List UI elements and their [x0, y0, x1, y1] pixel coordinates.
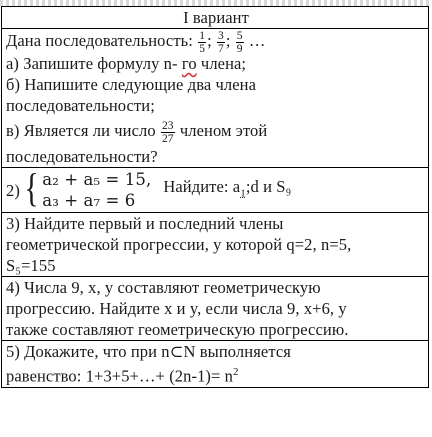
task-1-part-c-line2: последовательности?	[6, 147, 158, 166]
equations	[42, 169, 151, 211]
separator: ;	[207, 31, 212, 50]
task-1-part-b-line2: последовательности;	[6, 96, 155, 115]
task-1-part-a	[6, 53, 426, 74]
task-1-cell	[2, 29, 429, 168]
task-1-row	[2, 29, 429, 168]
fraction-1: $\frac{1}{5}$	[199, 29, 206, 55]
ellipsis: …	[248, 31, 266, 50]
header-row	[2, 7, 429, 29]
find-text: Найдите: $a_1;d$ и S₉	[163, 176, 292, 200]
fraction-3: $\frac{5}{9}$	[236, 29, 243, 55]
task-4-line3: также составляют геометрическую прогрессию.	[6, 320, 349, 339]
task-5-cell	[2, 341, 429, 388]
part-a-suffix: члена;	[200, 54, 247, 73]
task-4-row	[2, 277, 429, 341]
fraction-2: $\frac{3}{7}$	[217, 29, 224, 55]
brace-icon: {	[24, 165, 39, 210]
fraction-23-27: $\frac{23}{27}$	[161, 119, 174, 145]
task-3-cell	[2, 213, 429, 277]
task-2-row	[2, 168, 429, 213]
task-4-line2: прогрессию. Найдите x и y, если числа 9, x+6, y	[6, 299, 347, 318]
task-5-line1: 5) Докажите, что при n⊂N выполняется	[6, 342, 291, 361]
task-1-part-b-line1: б) Напишите следующие два члена	[6, 75, 257, 94]
equation-2: a₃ + a₇ = 6	[42, 191, 136, 210]
variant-title: I вариант	[2, 7, 429, 29]
task-3-line1: 3) Найдите первый и последний члены	[6, 214, 284, 233]
exponent: 2	[233, 366, 239, 378]
task-4-cell	[2, 277, 429, 341]
task-2-cell	[2, 165, 429, 213]
system-of-equations	[6, 165, 426, 212]
task-3-line3: S₅=155	[6, 256, 56, 275]
separator: ;	[225, 31, 231, 50]
part-a-text: а) Запишите формулу n-	[6, 54, 178, 73]
task-3-row	[2, 213, 429, 277]
task-1-part-c	[6, 116, 426, 146]
task-5-line2	[6, 362, 426, 387]
tasks-table	[1, 6, 429, 388]
task-3-line2: геометрической прогрессии, у которой q=2, n=5,	[6, 235, 352, 254]
task-1-intro-line	[6, 29, 426, 53]
part-a-word: го	[181, 54, 197, 73]
task-1-intro: Дана последовательность:	[6, 31, 193, 50]
task-5-equality: равенство: 1+3+5+…+ (2n-1)= n	[6, 366, 234, 386]
part-c-suffix: членом этой	[179, 121, 268, 140]
task-5-row	[2, 341, 429, 388]
equation-1: a₂ + a₅ = 15,	[42, 170, 152, 189]
task-2-number: 2)	[6, 180, 20, 200]
part-c-text: в) Является ли число	[6, 121, 156, 140]
task-4-line1: 4) Числа 9, x, y составляют геометрическую	[6, 278, 321, 297]
